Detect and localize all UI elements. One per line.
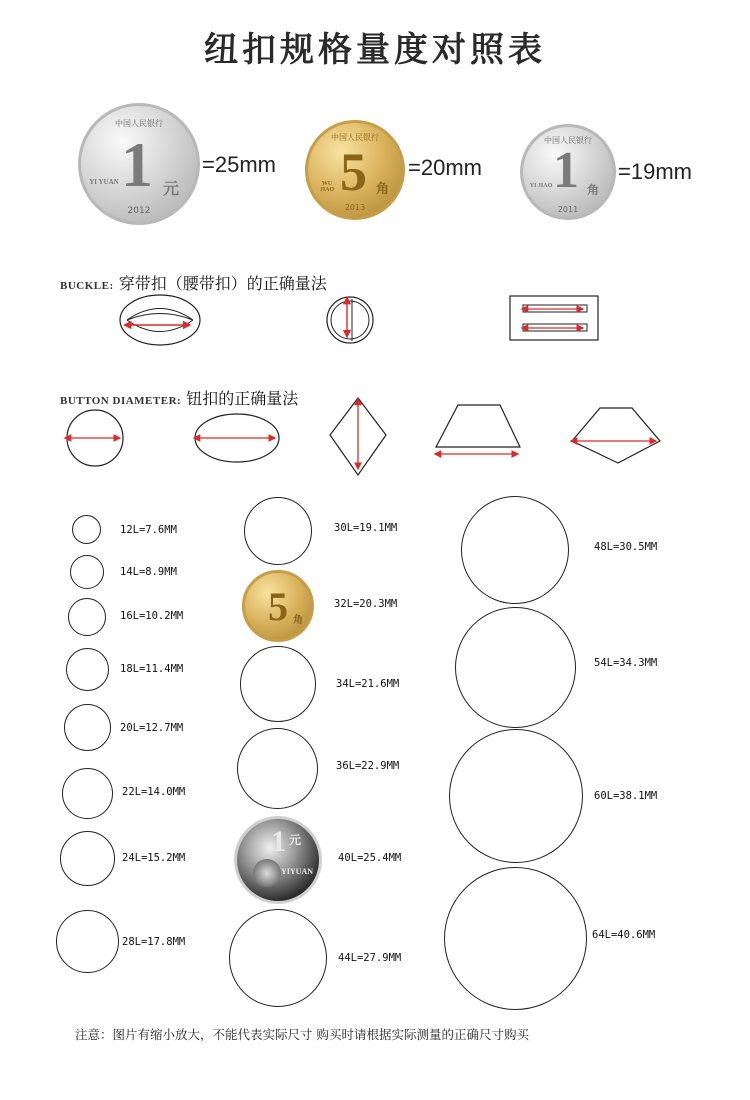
size-circle-30l: [244, 497, 312, 565]
size-label-12l: 12L=7.6MM: [120, 524, 177, 536]
oval-button-icon: [195, 414, 279, 462]
coin-pinyin: WU JIAO: [319, 181, 335, 193]
size-label-48l: 48L=30.5MM: [594, 541, 658, 553]
button-shape-diagrams: [0, 395, 750, 480]
coin-value: 5: [268, 584, 288, 629]
size-circle-36l: [237, 728, 318, 809]
oval-buckle-icon: [120, 295, 200, 345]
size-label-16l: 16L=10.2MM: [120, 610, 184, 622]
coin-pinyin: YIYUAN: [281, 867, 313, 876]
size-label-34l: 34L=21.6MM: [336, 678, 400, 690]
size-circle-22l: [62, 768, 113, 819]
size-circle-44l: [229, 909, 327, 1007]
size-circle-48l: [461, 496, 569, 604]
size-label-40l: 40L=25.4MM: [338, 852, 402, 864]
coin-unit: 角: [293, 615, 303, 626]
size-label-30l: 30L=19.1MM: [334, 522, 398, 534]
size-label-28l: 28L=17.8MM: [122, 936, 186, 948]
button-diameter-label-en: BUTTON DIAMETER:: [60, 395, 182, 407]
coin-value: 5: [340, 142, 367, 202]
size-label-18l: 18L=11.4MM: [120, 663, 184, 675]
page-title: 纽扣规格量度对照表: [204, 30, 546, 70]
buckle-diagrams: [0, 285, 750, 360]
hexagon-button-icon: [572, 408, 660, 463]
coin-unit: 角: [587, 183, 600, 197]
coin-1-jiao: [520, 124, 616, 220]
size-circle-64l: [444, 867, 587, 1010]
size-label-44l: 44L=27.9MM: [338, 952, 402, 964]
size-label-32l: 32L=20.3MM: [334, 598, 398, 610]
size-circle-14l: [70, 555, 104, 589]
size-circle-60l: [449, 729, 583, 863]
buckle-label-en: BUCKLE:: [60, 280, 114, 292]
coin-5-jiao: [305, 120, 405, 220]
size-circle-20l: [64, 704, 111, 751]
coin-value: 1: [553, 142, 579, 199]
flower-icon: [253, 859, 281, 887]
size-label-64l: 64L=40.6MM: [592, 929, 656, 941]
size-label-22l: 22L=14.0MM: [122, 786, 186, 798]
buckle-label-cn: 穿带扣（腰带扣）的正确量法: [118, 274, 327, 293]
size-circle-28l: [56, 910, 119, 973]
size-label-20l: 20L=12.7MM: [120, 722, 184, 734]
coin-pinyin: YI YUAN: [89, 178, 119, 186]
round-buckle-icon: [327, 297, 373, 343]
size-circle-54l: [455, 607, 576, 728]
size-circle-18l: [66, 648, 109, 691]
coin-year: 2013: [344, 203, 366, 212]
coin-5-jiao-size: =20mm: [408, 155, 482, 180]
coin-1-jiao-size: =19mm: [618, 159, 692, 184]
footer-note: 注意：图片有缩小放大，不能代表实际尺寸 购买时请根据实际测量的正确尺寸购买: [75, 1027, 529, 1042]
size-label-24l: 24L=15.2MM: [122, 852, 186, 864]
size-circle-16l: [68, 598, 106, 636]
size-label-36l: 36L=22.9MM: [336, 760, 400, 772]
coin-unit: 角: [376, 181, 390, 196]
size-label-14l: 14L=8.9MM: [120, 566, 177, 578]
coin-rim-text: 中国人民银行: [331, 133, 379, 142]
coin-year: 2012: [127, 206, 151, 216]
coin-1-yuan-size: =25mm: [202, 152, 276, 177]
coin-unit: 元: [289, 833, 302, 847]
coin-5-jiao-sample: [242, 570, 314, 642]
coin-1-yuan-sample: [234, 816, 322, 904]
trapezoid-button-icon: [436, 405, 520, 454]
coin-1-yuan: [78, 103, 200, 225]
round-button-icon: [67, 410, 123, 466]
size-label-60l: 60L=38.1MM: [594, 790, 658, 802]
coin-value: 1: [271, 825, 286, 858]
size-circle-24l: [60, 831, 115, 886]
coin-rim-text: 中国人民银行: [544, 136, 592, 145]
size-label-54l: 54L=34.3MM: [594, 657, 658, 669]
coin-value: 1: [121, 129, 153, 200]
button-diameter-label-cn: 钮扣的正确量法: [186, 389, 299, 408]
size-circle-12l: [72, 515, 101, 544]
coin-year: 2011: [557, 205, 579, 214]
diamond-button-icon: [330, 398, 386, 475]
size-circle-34l: [240, 646, 316, 722]
coin-unit: 元: [163, 181, 180, 198]
coin-pinyin: YI JIAO: [529, 183, 553, 189]
coin-rim-text: 中国人民银行: [115, 119, 163, 128]
rect-buckle-icon: [510, 296, 598, 340]
